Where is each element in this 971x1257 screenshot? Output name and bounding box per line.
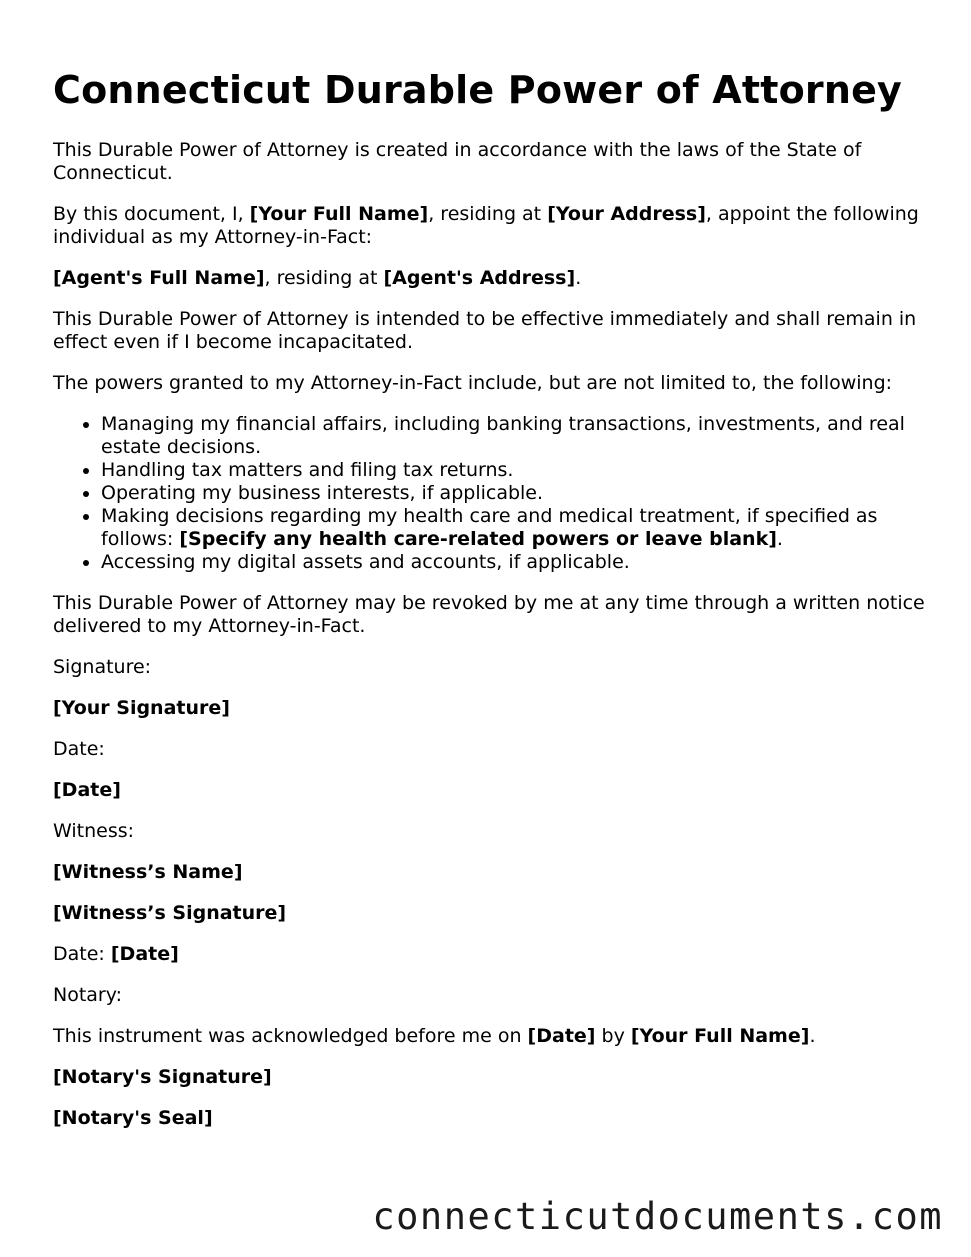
agent-name-placeholder: [Agent's Full Name] (53, 267, 265, 289)
notary-signature-placeholder (53, 1066, 933, 1089)
appoint-mid: , residing at (428, 203, 548, 225)
power-item-business: • Operating my business interests, if applicable. (101, 482, 933, 505)
health-powers-placeholder: [Specify any health care-related powers or leave blank] (179, 528, 777, 550)
principal-address-placeholder: [Your Address] (547, 203, 706, 225)
agent-suffix: . (575, 267, 582, 289)
witness-signature-placeholder (53, 902, 933, 925)
witness-date-label: Date: (53, 943, 111, 965)
appoint-suffix: , appoint the following individual as my Attorney-in-Fact: (53, 203, 919, 248)
document-page (53, 62, 933, 1148)
agent-address-placeholder: [Agent's Address] (383, 267, 576, 289)
witness-signature-value: [Witness’s Signature] (53, 902, 287, 924)
effective-paragraph: This Durable Power of Attorney is intended to be effective immediately and shall remain in effect even if I become incapacitated. (53, 308, 917, 353)
appoint-paragraph (53, 203, 933, 249)
date-value: [Date] (53, 779, 121, 801)
power-item-health-prefix: Making decisions regarding my health care and medical treatment, if specified as follows: (101, 505, 878, 550)
notary-seal-value: [Notary's Seal] (53, 1107, 213, 1129)
notary-label: Notary: (53, 984, 123, 1006)
acknowledged-mid: by (595, 1025, 631, 1047)
page-title: Connecticut Durable Power of Attorney (53, 68, 903, 112)
intro-paragraph: This Durable Power of Attorney is created in accordance with the laws of the State of Connecticut. (53, 139, 862, 184)
acknowledged-name-placeholder: [Your Full Name] (630, 1025, 810, 1047)
acknowledged-suffix: . (809, 1025, 816, 1047)
revoke-paragraph: This Durable Power of Attorney may be revoked by me at any time through a written notice delivered to my Attorney-in-Fact. (53, 592, 925, 637)
acknowledged-paragraph (53, 1025, 933, 1048)
date-label: Date: (53, 738, 105, 760)
witness-name-value: [Witness’s Name] (53, 861, 243, 883)
agent-paragraph (53, 267, 933, 290)
witness-label: Witness: (53, 820, 135, 842)
witness-date (53, 943, 933, 966)
power-item-health (101, 505, 933, 551)
principal-name-placeholder: [Your Full Name] (249, 203, 429, 225)
acknowledged-prefix: This instrument was acknowledged before me on (53, 1025, 528, 1047)
power-item-digital: • Accessing my digital assets and accounts, if applicable. (101, 551, 933, 574)
acknowledged-date-placeholder: [Date] (527, 1025, 596, 1047)
agent-mid: , residing at (264, 267, 384, 289)
site-watermark: connecticutdocuments.com (372, 1195, 943, 1238)
notary-seal-placeholder (53, 1107, 933, 1130)
signature-value: [Your Signature] (53, 697, 230, 719)
power-item-health-suffix: . (776, 528, 783, 550)
notary-signature-value: [Notary's Signature] (53, 1066, 272, 1088)
power-item-tax: • Handling tax matters and filing tax returns. (101, 459, 933, 482)
powers-list (53, 413, 933, 574)
powers-intro: The powers granted to my Attorney-in-Fact include, but are not limited to, the following: (53, 372, 893, 394)
signature-label: Signature: (53, 656, 152, 678)
witness-date-value: [Date] (110, 943, 179, 965)
appoint-prefix: By this document, I, (53, 203, 250, 225)
witness-name-placeholder (53, 861, 933, 884)
signature-placeholder (53, 697, 933, 720)
power-item-financial: • Managing my financial affairs, including banking transactions, investments, and real estate decisions. (101, 413, 933, 459)
date-placeholder (53, 779, 933, 802)
